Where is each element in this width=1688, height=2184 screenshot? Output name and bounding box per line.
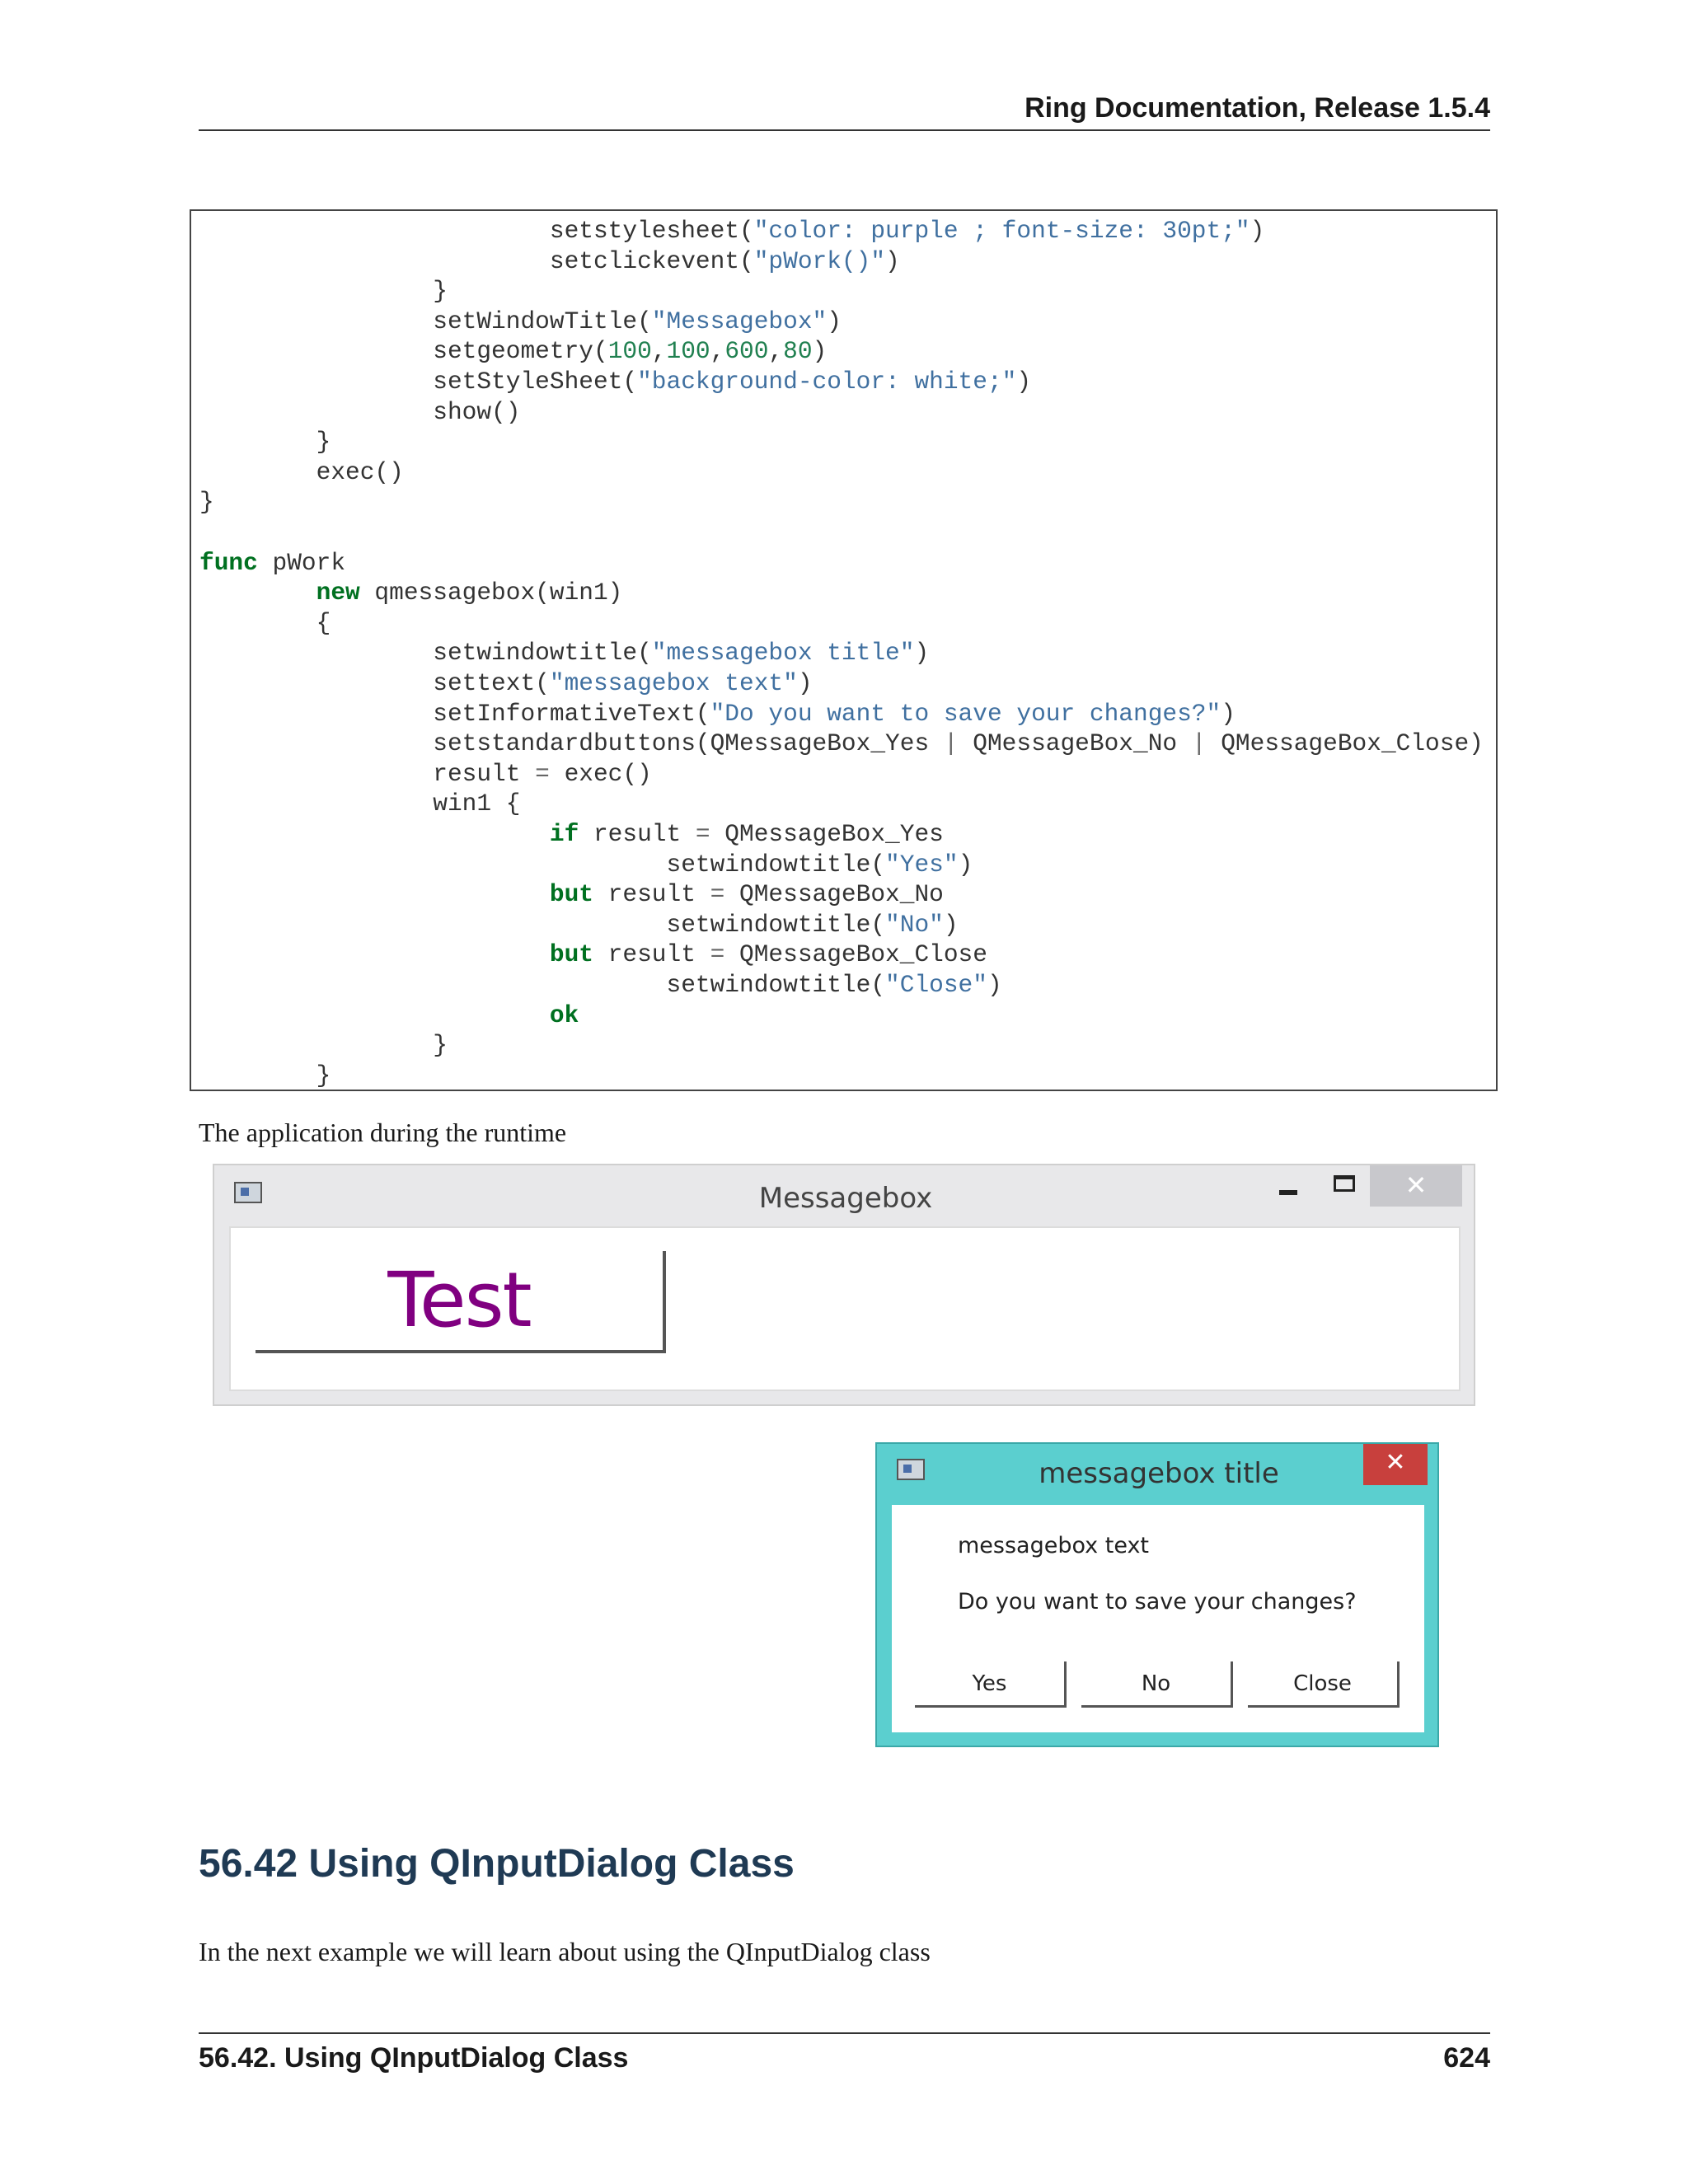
maximize-icon[interactable] xyxy=(1334,1175,1355,1192)
code-token: "Messagebox" xyxy=(651,307,828,335)
code-line xyxy=(199,819,944,849)
code-token: setstylesheet( xyxy=(199,217,754,245)
code-token: exec() xyxy=(549,759,652,788)
code-token: ) xyxy=(1016,368,1032,396)
dialog-informative-text: Do you want to save your changes? xyxy=(958,1589,1357,1615)
no-button[interactable]: No xyxy=(1081,1661,1233,1708)
code-token: "messagebox text" xyxy=(549,669,798,697)
code-token: QMessageBox_No xyxy=(958,729,1192,758)
section-intro: In the next example we will learn about using the QInputDialog class xyxy=(199,1937,931,1966)
code-token: QMessageBox_Close) xyxy=(1206,729,1484,758)
dialog-client-area xyxy=(892,1505,1424,1732)
dialog-title: messagebox title xyxy=(1039,1457,1279,1490)
code-token: ) xyxy=(1250,217,1265,245)
code-line xyxy=(199,1061,331,1090)
code-token: qmessagebox(win1) xyxy=(359,579,623,607)
code-token: setwindowtitle( xyxy=(199,850,886,879)
code-line xyxy=(199,216,1264,246)
code-token: ) xyxy=(812,337,828,366)
code-token xyxy=(199,1001,550,1029)
code-token: = xyxy=(695,820,710,848)
code-token: } xyxy=(199,277,448,306)
code-token: result xyxy=(199,759,536,788)
code-token: 100 xyxy=(607,337,652,366)
code-token: , xyxy=(768,337,784,366)
window-client-area xyxy=(229,1226,1461,1391)
code-line xyxy=(199,548,345,578)
code-token: setwindowtitle( xyxy=(199,639,652,668)
code-token: "background-color: white;" xyxy=(637,368,1017,396)
code-token: ) xyxy=(797,669,813,697)
code-line xyxy=(199,487,214,517)
code-token: new xyxy=(316,579,360,607)
code-token: "Close" xyxy=(885,971,987,999)
code-token: { xyxy=(199,608,331,637)
dialog-close-icon[interactable]: ✕ xyxy=(1363,1444,1428,1485)
code-token: setwindowtitle( xyxy=(199,971,886,999)
code-token: setgeometry( xyxy=(199,337,608,366)
code-line xyxy=(199,789,520,818)
code-token: "color: purple ; font-size: 30pt;" xyxy=(753,217,1250,245)
header-rule xyxy=(199,129,1490,131)
code-token: } xyxy=(199,1061,331,1090)
code-token: result xyxy=(593,940,710,969)
code-token: "Yes" xyxy=(885,850,959,879)
code-line xyxy=(199,850,973,879)
code-line xyxy=(199,970,1002,1000)
code-token: 600 xyxy=(724,337,769,366)
running-header: Ring Documentation, Release 1.5.4 xyxy=(1025,92,1490,124)
code-token: } xyxy=(199,428,331,457)
close-icon[interactable]: ✕ xyxy=(1370,1165,1462,1207)
code-token: ) xyxy=(943,910,959,939)
code-line xyxy=(199,367,1031,396)
code-token: but xyxy=(549,940,593,969)
footer-rule xyxy=(199,2032,1490,2034)
code-token: QMessageBox_Close xyxy=(724,940,987,969)
code-token: ) xyxy=(987,971,1002,999)
window-title: Messagebox xyxy=(758,1182,933,1215)
code-line xyxy=(199,336,827,366)
dialog-message-text: messagebox text xyxy=(958,1533,1150,1558)
code-token xyxy=(199,579,316,607)
code-token: ) xyxy=(827,307,842,335)
code-token: result xyxy=(593,880,710,909)
code-line xyxy=(199,910,959,940)
code-line xyxy=(199,246,900,276)
code-token: | xyxy=(1191,729,1207,758)
code-line xyxy=(199,307,842,336)
code-token: , xyxy=(710,337,725,366)
code-token: ) xyxy=(914,639,930,668)
code-line xyxy=(199,1001,579,1030)
code-line xyxy=(199,578,622,607)
code-token: "Do you want to save your changes?" xyxy=(710,699,1221,728)
code-token: setStyleSheet( xyxy=(199,368,638,396)
code-token: = xyxy=(710,940,725,969)
code-token: ) xyxy=(885,246,900,275)
code-token: but xyxy=(549,880,593,909)
code-token: exec() xyxy=(199,457,404,486)
yes-button[interactable]: Yes xyxy=(915,1661,1067,1708)
code-token: } xyxy=(199,1031,448,1060)
code-token: ) xyxy=(958,850,973,879)
code-line xyxy=(199,427,331,457)
code-token: | xyxy=(943,729,959,758)
code-token: } xyxy=(199,488,214,517)
close-button[interactable]: Close xyxy=(1248,1661,1400,1708)
code-line xyxy=(199,879,944,909)
code-token xyxy=(199,940,550,968)
code-token: setstandardbuttons(QMessageBox_Yes xyxy=(199,729,944,758)
code-token: setInformativeText( xyxy=(199,699,710,728)
code-token: pWork xyxy=(257,548,346,577)
code-line xyxy=(199,699,1236,729)
code-line xyxy=(199,276,448,306)
code-token: settext( xyxy=(199,669,550,697)
code-token: , xyxy=(651,337,667,366)
code-line xyxy=(199,608,331,638)
code-line xyxy=(199,940,987,969)
code-token: "No" xyxy=(885,910,944,939)
code-token: show() xyxy=(199,397,521,426)
code-token xyxy=(199,880,550,908)
code-token: result xyxy=(579,820,696,848)
code-token: ) xyxy=(1221,699,1236,728)
code-block xyxy=(190,209,1498,1091)
code-token: QMessageBox_Yes xyxy=(710,820,944,848)
code-token: 80 xyxy=(783,337,813,366)
page-number: 624 xyxy=(1443,2042,1490,2074)
code-token: ok xyxy=(549,1001,579,1029)
code-line xyxy=(199,759,652,789)
code-token: = xyxy=(710,880,725,909)
code-token: = xyxy=(535,759,550,788)
code-line xyxy=(199,638,929,668)
code-token: func xyxy=(199,548,258,577)
message-box-dialog xyxy=(875,1442,1439,1747)
footer-section-label: 56.42. Using QInputDialog Class xyxy=(199,2042,629,2074)
code-token: 100 xyxy=(666,337,710,366)
code-line xyxy=(199,457,404,487)
code-token: setWindowTitle( xyxy=(199,307,652,335)
runtime-caption: The application during the runtime xyxy=(199,1118,567,1147)
code-line xyxy=(199,397,520,427)
test-button[interactable]: Test xyxy=(256,1251,666,1353)
code-token: if xyxy=(549,820,579,848)
section-heading: 56.42 Using QInputDialog Class xyxy=(199,1842,795,1886)
code-token: "pWork()" xyxy=(753,246,886,275)
code-line xyxy=(199,1030,448,1060)
code-token xyxy=(199,820,550,848)
code-token: setclickevent( xyxy=(199,246,754,275)
code-token: QMessageBox_No xyxy=(724,880,944,909)
code-line xyxy=(199,668,813,698)
code-token: setwindowtitle( xyxy=(199,910,886,939)
minimize-icon[interactable] xyxy=(1279,1190,1297,1195)
code-line xyxy=(199,729,1484,758)
code-token: win1 { xyxy=(199,790,521,818)
messagebox-main-window xyxy=(213,1164,1475,1406)
code-token: "messagebox title" xyxy=(651,639,915,668)
